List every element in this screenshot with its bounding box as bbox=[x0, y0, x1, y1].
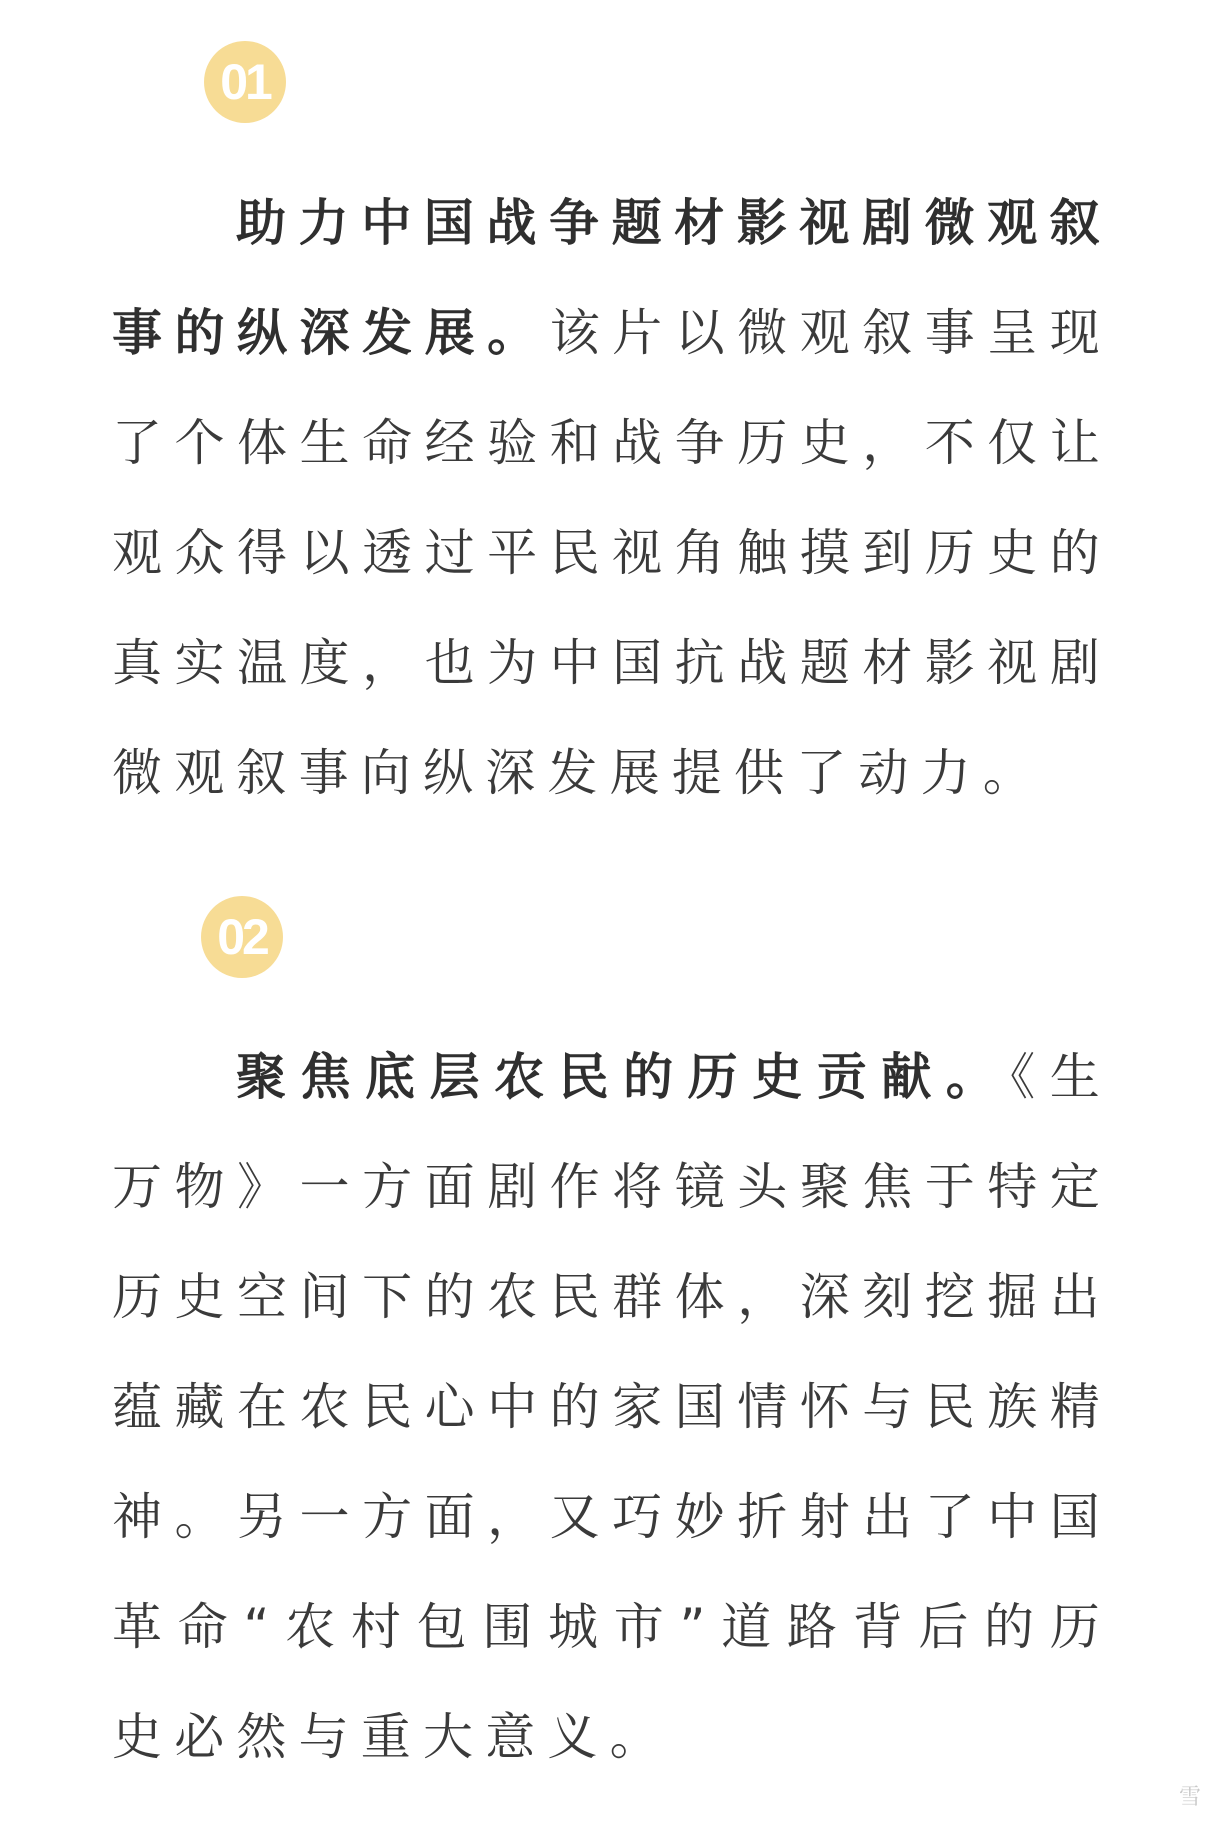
paragraph-lead-heading: 聚焦底层农民的历史贡献。 bbox=[236, 1048, 1011, 1106]
badge-number: 02 bbox=[217, 909, 267, 965]
section-number-badge-02 bbox=[201, 896, 283, 978]
paragraph-section-2 bbox=[112, 1022, 1112, 1792]
paragraph-lead-heading: 助力中国战争题材影视剧微观叙事的纵深发展。 bbox=[112, 194, 1112, 362]
paragraph-section-1 bbox=[112, 168, 1112, 828]
badge-number: 01 bbox=[220, 54, 270, 110]
paragraph-body: 该片以微观叙事呈现了个体生命经验和战争历史，不仅让观众得以透过平民视角触摸到历史的真实温度，也为中国抗战题材影视剧微观叙事向纵深发展提供了动力。 bbox=[112, 304, 1112, 802]
section-number-badge-01 bbox=[204, 41, 286, 123]
paragraph-body: 《生万物》一方面剧作将镜头聚焦于特定历史空间下的农民群体，深刻挖掘出蕴藏在农民心中的家国情怀与民族精神。另一方面，又巧妙折射出了中国革命“农村包围城市”道路背后的历史必然与重大意义。 bbox=[112, 1048, 1112, 1766]
watermark: 雪 bbox=[1178, 1785, 1202, 1810]
